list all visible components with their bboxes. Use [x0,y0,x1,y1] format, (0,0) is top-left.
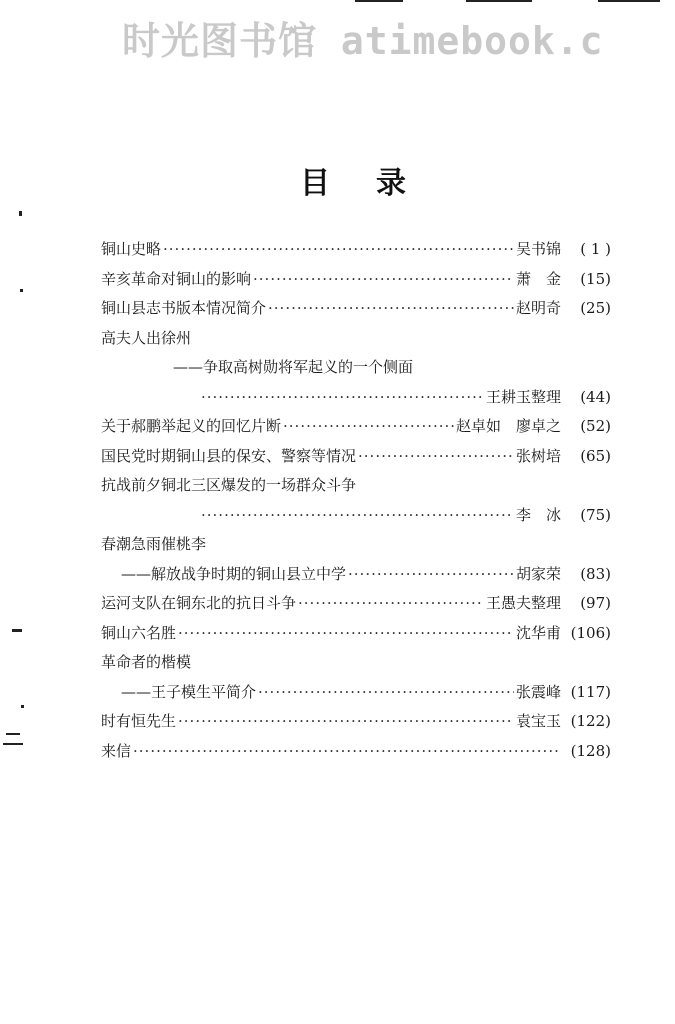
entry-author: 胡家荣 [515,564,561,583]
entry-author: 萧 金 [515,269,561,288]
dot-leader [348,560,514,590]
entry-author: 王愚夫整理 [485,594,561,612]
entry-author: 赵明奇 [515,299,561,317]
toc-subtitle-row [101,353,611,383]
toc-entry-continuation[interactable] [101,560,611,590]
entry-title: 铜山史略 [101,240,162,258]
top-rule-2 [466,0,532,2]
entry-page: (117) [570,682,611,701]
toc-entry[interactable] [101,442,611,472]
toc-entry[interactable] [101,265,611,295]
toc-entry[interactable] [101,737,611,767]
entry-title: 革命者的楷模 [101,653,192,671]
margin-mark [19,211,22,216]
margin-mark [21,705,24,708]
entry-subtitle: ——王子模生平简介 [121,682,257,701]
entry-page: (44) [580,387,611,406]
entry-page: (97) [580,594,611,612]
entry-title: 辛亥革命对铜山的影响 [101,269,252,288]
entry-title: 时有恒先生 [101,712,177,730]
top-rule-1 [355,0,403,2]
toc-entry[interactable] [101,648,611,678]
dot-leader [163,235,514,265]
dot-leader [201,501,514,531]
entry-subtitle: ——争取高树勋将军起义的一个侧面 [173,358,414,376]
dot-leader [178,619,514,649]
entry-title: 铜山县志书版本情况简介 [101,299,267,317]
margin-mark [12,629,22,632]
entry-author: 沈华甫 [515,623,561,642]
toc-entry-continuation[interactable] [101,501,611,531]
entry-title: 运河支队在铜东北的抗日斗争 [101,594,297,612]
toc-entry[interactable] [101,235,611,265]
entry-page: (106) [570,623,611,642]
toc-entry[interactable] [101,707,611,737]
entry-page: ( 1 ) [580,240,611,258]
top-rule-3 [598,0,660,2]
entry-page: (25) [580,299,611,317]
dot-leader [178,707,514,737]
entry-page: (128) [570,741,611,760]
entry-page: (15) [580,269,611,288]
entry-author: 吴书锦 [515,240,561,258]
margin-mark [3,743,23,745]
entry-page: (65) [580,446,611,465]
entry-author: 张震峰 [515,682,561,701]
dot-leader [268,294,514,324]
dot-leader [298,589,484,619]
entry-page: (52) [580,417,611,435]
page-title: 目录 [300,166,452,201]
entry-page: (122) [570,712,611,730]
margin-mark [6,733,20,735]
toc-entry[interactable] [101,471,611,501]
entry-title: 抗战前夕铜北三区爆发的一场群众斗争 [101,476,357,494]
dot-leader [358,442,514,472]
entry-title: 高夫人出徐州 [101,328,192,347]
entry-page: (75) [580,505,611,524]
entry-author: 赵卓如 廖卓之 [455,417,561,435]
toc-entry[interactable] [101,589,611,619]
entry-author: 张树培 [515,446,561,465]
entry-author: 王耕玉整理 [485,387,561,406]
entry-author: 李 冰 [515,505,561,524]
entry-title: 国民党时期铜山县的保安、警察等情况 [101,446,357,465]
margin-mark [20,289,23,292]
toc-entry[interactable] [101,324,611,354]
entry-page: (83) [580,564,611,583]
toc-entry[interactable] [101,412,611,442]
entry-title: 来信 [101,741,132,760]
dot-leader [283,412,454,442]
entry-author: 袁宝玉 [515,712,561,730]
toc-entry[interactable] [101,619,611,649]
watermark: 时光图书馆 atimebook.c [122,19,604,63]
table-of-contents [101,235,611,766]
dot-leader [258,678,514,708]
toc-entry[interactable] [101,530,611,560]
entry-title: 铜山六名胜 [101,623,177,642]
entry-title: 关于郝鹏举起义的回忆片断 [101,417,282,435]
toc-entry[interactable] [101,294,611,324]
toc-entry-continuation[interactable] [101,678,611,708]
entry-title: 春潮急雨催桃李 [101,535,207,553]
dot-leader [201,383,484,413]
entry-subtitle: ——解放战争时期的铜山县立中学 [121,564,347,583]
dot-leader [253,265,514,295]
toc-entry-continuation[interactable] [101,383,611,413]
dot-leader [133,737,561,767]
